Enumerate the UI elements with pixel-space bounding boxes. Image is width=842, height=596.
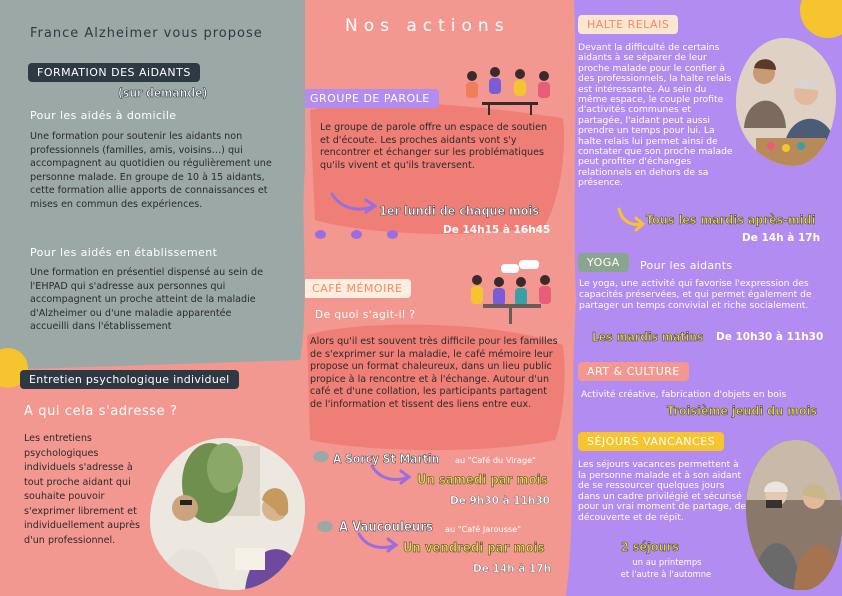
entretien-photo: [150, 438, 305, 590]
domicile-text: Une formation pour soutenir les aidants non professionnels (familles, amis, voisins…) qui accompagnent au quotidien ou régulièrement une personne malade. En groupe de 10 à 15 aidants, cette formation allie apports de connaissances et mises en commun des expériences.: [30, 131, 272, 210]
cafe-text: Alors qu'il est souvent très difficile pour les familles de s'exprimer sur la maladie, le café mémoire leur propose un format chaleureux, dans un lieu public propice à la rencontre et à l'échange. Autour d'un café et d'une collation, les participants partagent de l'information et tissent des liens entre eux.: [310, 336, 558, 410]
entretien-text: Les entretiens psychologiques individuels s'adresse à tout proche aidant qui souhaite pouvoir s'exprimer librement et individuellement auprès d'un professionnel.: [24, 433, 140, 546]
domicile-title: Pour les aidés à domicile: [30, 109, 177, 122]
cafe-tag: CAFÉ MÉMOIRE: [305, 279, 411, 298]
decor-dot: [351, 230, 362, 239]
entretien-tag: Entretien psychologique individuel: [20, 370, 239, 389]
cafe-question: De quoi s'agit-il ?: [315, 309, 416, 321]
halte-time: De 14h à 17h: [742, 232, 821, 244]
entretien-photo-illustration: [150, 438, 305, 590]
actions-title: Nos actions: [345, 16, 510, 36]
yoga-tag: YOGA: [578, 253, 629, 272]
halte-when: Tous les mardis après-midi: [646, 212, 816, 227]
yoga-for: Pour les aidants: [640, 259, 733, 272]
groupe-time: De 14h15 à 16h45: [443, 224, 551, 236]
art-tag: ART & CULTURE: [578, 362, 689, 381]
formation-tag: FORMATION DES AiDANTS: [28, 63, 200, 82]
sorcy-time: De 9h30 à 11h30: [450, 495, 550, 507]
vauc-time: De 14h à 17h: [473, 563, 552, 575]
sorcy-place: A Sorcy St Martin: [333, 452, 440, 466]
qui-title: A qui cela s'adresse ?: [24, 404, 178, 419]
right-panel: [566, 0, 842, 596]
sejour-tag: SÉJOURS VANCANCES: [578, 432, 724, 451]
groupe-illustration: [460, 62, 560, 118]
sejour-text: Les séjours vacances permettent à la personne malade et à son aidant de se ressourcer quelques jours dans un cadre privilégié et sécurisé pour un vrai moment de partage, de découverte et de répit.: [578, 459, 747, 523]
vauc-cafe: au "Café Jarousse": [445, 524, 521, 534]
left-panel: [0, 0, 310, 596]
decor-dot: [387, 230, 398, 239]
vauc-place: A Vaucouleurs: [339, 520, 433, 535]
halte-tag: HALTE RELAIS: [578, 15, 678, 34]
art-text: Activité créative, fabrication d'objets en bois: [581, 389, 787, 400]
cafe-illustration: [463, 258, 558, 328]
vauc-when: Un vendredi par mois: [403, 541, 545, 556]
decor-dot: [315, 230, 326, 239]
art-when: Troisième jeudi du mois: [667, 403, 818, 418]
sorcy-when: Un samedi par mois: [417, 473, 548, 488]
sejour-detail-2: et l'autre à l'automne: [620, 569, 712, 579]
sejour-count: 2 séjours: [621, 539, 679, 554]
formation-subtitle: (sur demande): [118, 86, 208, 100]
yoga-text: Le yoga, une activité qui favorise l'expression des capacités préservées, et qui permet également de partager un temps convivial et riche socialement.: [579, 278, 812, 312]
arrow-icon: [330, 190, 380, 216]
header-title: France Alzheimer vous propose: [30, 26, 263, 41]
yoga-when: Les mardis matins: [592, 330, 704, 344]
etab-text: Une formation en présentiel dispensé au sein de l'EHPAD qui s'adresse aux personnes qui accompagnent un proche atteint de la maladie d'Alzheimer ou d'une maladie apparentée accueilli dans l'établissement: [30, 267, 263, 333]
bullet-dot: [313, 451, 329, 462]
arrow-icon: [370, 462, 416, 486]
groupe-when: 1er lundi de chaque mois: [379, 203, 540, 218]
halte-text: Devant la difficulté de certains aidants à se séparer de leur proche malade pour le confier à des professionnels, la halte relais est intéressante. Au sein du même espace, le couple profite d'activités communes et partagée, l'aidant peut aussi prendre un temps pour lui. La halte relais lui permet ainsi de constater que son proche malade peut profiter d'échanges relationnels en dehors de sa présence.: [578, 42, 733, 189]
groupe-tag: GROUPE DE PAROLE: [305, 89, 439, 108]
middle-panel: [305, 0, 570, 596]
sejour-detail-1: un au printemps: [632, 557, 702, 567]
arrow-icon: [616, 206, 650, 232]
arrow-icon: [357, 530, 403, 554]
groupe-text: Le groupe de parole offre un espace de soutien et d'écoute. Les proches aidants vont s'y rencontrer et échanger sur les problématiques qu'ils vivent et qu'ils traversent.: [320, 122, 548, 171]
yoga-time: De 10h30 à 11h30: [716, 331, 824, 343]
bullet-dot: [317, 521, 333, 532]
sorcy-cafe: au "Café du Virage": [455, 455, 536, 465]
etab-title: Pour les aidés en établissement: [30, 246, 218, 259]
